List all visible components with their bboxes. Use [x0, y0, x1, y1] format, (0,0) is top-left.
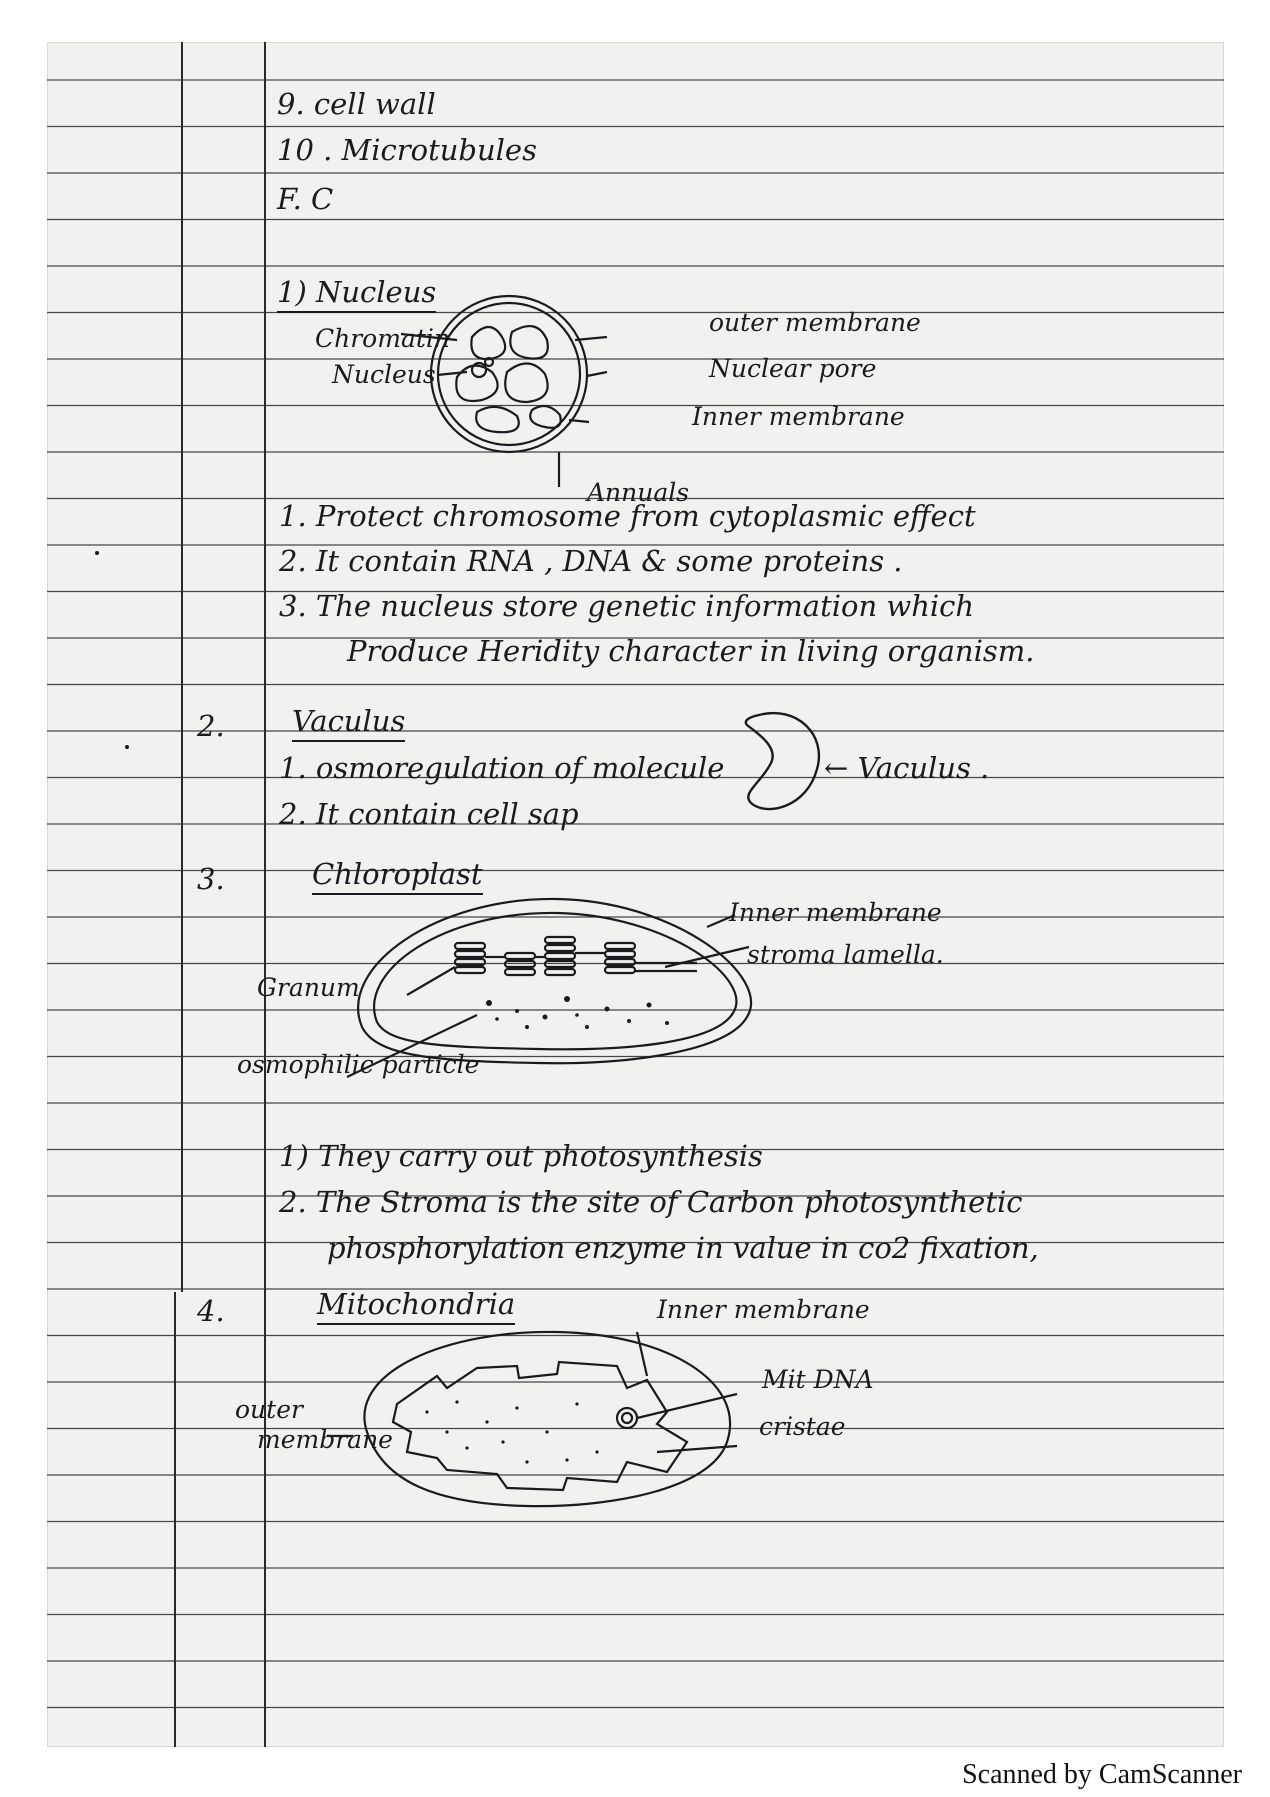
- vacuole-point-1: 1. osmoregulation of molecule: [279, 751, 725, 785]
- chloroplast-title: Chloroplast: [312, 860, 483, 889]
- chloroplast-number: 3.: [197, 862, 225, 896]
- mitochondria-title: Mitochondria: [317, 1290, 515, 1319]
- vacuole-label: ← Vaculus .: [824, 751, 990, 785]
- scanner-watermark: Scanned by CamScanner: [962, 1759, 1242, 1790]
- label-stroma-lamella: stroma lamella.: [747, 940, 944, 969]
- line-fc: F. C: [277, 182, 334, 216]
- label-osmophilic-particle: osmophilic particle: [237, 1050, 480, 1079]
- label-outer-membrane: outer membrane: [709, 308, 921, 337]
- chloroplast-point-2-cont: phosphorylation enzyme in value in co2 fixation,: [327, 1231, 1039, 1265]
- line-microtubules: 10 . Microtubules: [277, 133, 537, 167]
- margin-marks: [47, 42, 1224, 1747]
- label-mito-outer-2: membrane: [257, 1425, 393, 1454]
- label-inner-membrane: Inner membrane: [692, 402, 905, 431]
- label-cristae: cristae: [759, 1412, 846, 1441]
- nucleus-point-1: 1. Protect chromosome from cytoplasmic effect: [279, 499, 976, 533]
- vacuole-point-2: 2. It contain cell sap: [279, 797, 579, 831]
- label-chloroplast-inner-membrane: Inner membrane: [729, 898, 942, 927]
- nucleus-point-3: 3. The nucleus store genetic information which: [279, 589, 975, 623]
- label-nucleolus: Nucleus: [332, 360, 436, 389]
- label-mito-inner-membrane: Inner membrane: [657, 1295, 870, 1324]
- chloroplast-point-2: 2. The Stroma is the site of Carbon photosynthetic: [279, 1185, 1023, 1219]
- nucleus-point-3-cont: Produce Heridity character in living organism.: [347, 634, 1035, 668]
- notebook-page: [47, 42, 1224, 1747]
- label-chromatin: Chromatin: [315, 324, 450, 353]
- chloroplast-point-1: 1) They carry out photosynthesis: [279, 1139, 763, 1173]
- label-nuclear-pore: Nuclear pore: [709, 354, 877, 383]
- vacuole-number: 2.: [197, 709, 225, 743]
- nucleus-point-2: 2. It contain RNA , DNA & some proteins .: [279, 544, 903, 578]
- nucleus-title: 1) Nucleus: [277, 278, 436, 307]
- label-granum: Granum: [257, 973, 360, 1002]
- label-annulus: Annuals: [587, 478, 690, 507]
- mitochondria-number: 4.: [197, 1294, 225, 1328]
- label-mit-dna: Mit DNA: [762, 1365, 874, 1394]
- line-cell-wall: 9. cell wall: [277, 87, 436, 121]
- label-mito-outer-1: outer: [235, 1395, 303, 1424]
- vacuole-title: Vaculus: [292, 707, 405, 736]
